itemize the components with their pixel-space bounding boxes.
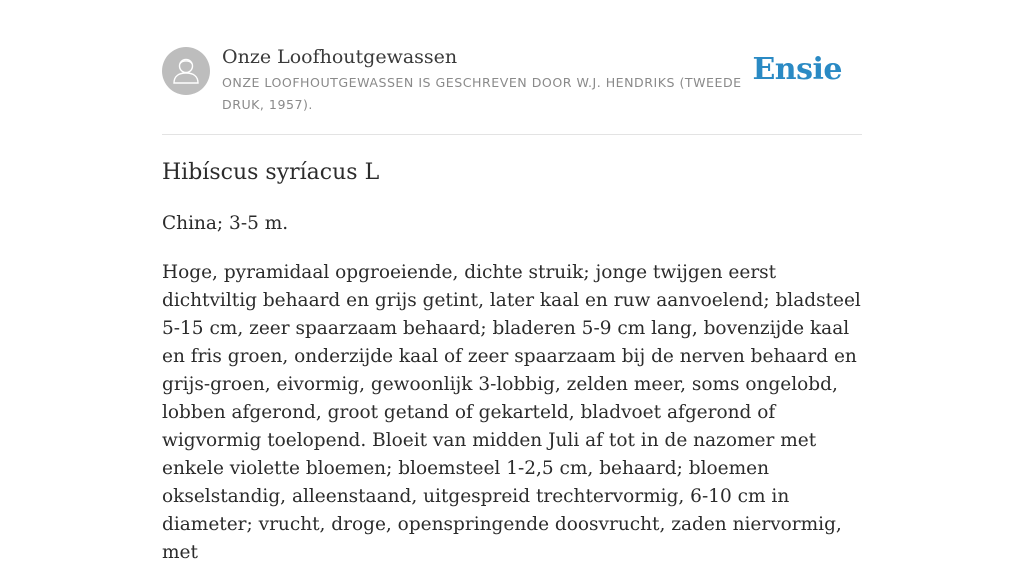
avatar[interactable]: [162, 47, 210, 95]
article-origin: China; 3-5 m.: [162, 213, 289, 234]
source-header: [162, 0, 862, 135]
ensie-logo[interactable]: Ensie: [752, 52, 842, 87]
article-body: Hoge, pyramidaal opgroeiende, dichte struik; jonge twijgen eerst dichtviltig behaard en grijs getint, later kaal en ruw aanvoelend; bladsteel 5-15 cm, zeer spaarzaam behaard; bladeren 5-9 cm lang, bovenzijde kaal en fris groen, onderzijde kaal of zeer spaarzaam bij de nerven behaard en grijs-groen, eivormig, gewoonlijk 3-lobbig, zelden meer, soms ongelobd, lobben afgerond, groot getand of gekarteld, bladvoet afgerond of wigvormig toelopend. Bloeit van midden Juli af tot in de nazomer met enkele violette bloemen; bloemsteel 1-2,5 cm, behaard; bloemen okselstandig, alleenstaand, uitgespreid trechtervormig, 6-10 cm in diameter; vrucht, droge, openspringende doosvrucht, zaden niervormig, met: [162, 262, 861, 563]
user-silhouette-icon: [162, 47, 210, 95]
source-title[interactable]: Onze Loofhoutgewassen: [222, 46, 458, 68]
source-description: ONZE LOOFHOUTGEWASSEN IS GESCHREVEN DOOR W.J. HENDRIKS (TWEEDE DRUK, 1957).: [222, 75, 742, 112]
article-title: Hibíscus syríacus L: [162, 160, 380, 185]
page-container: [162, 0, 862, 563]
